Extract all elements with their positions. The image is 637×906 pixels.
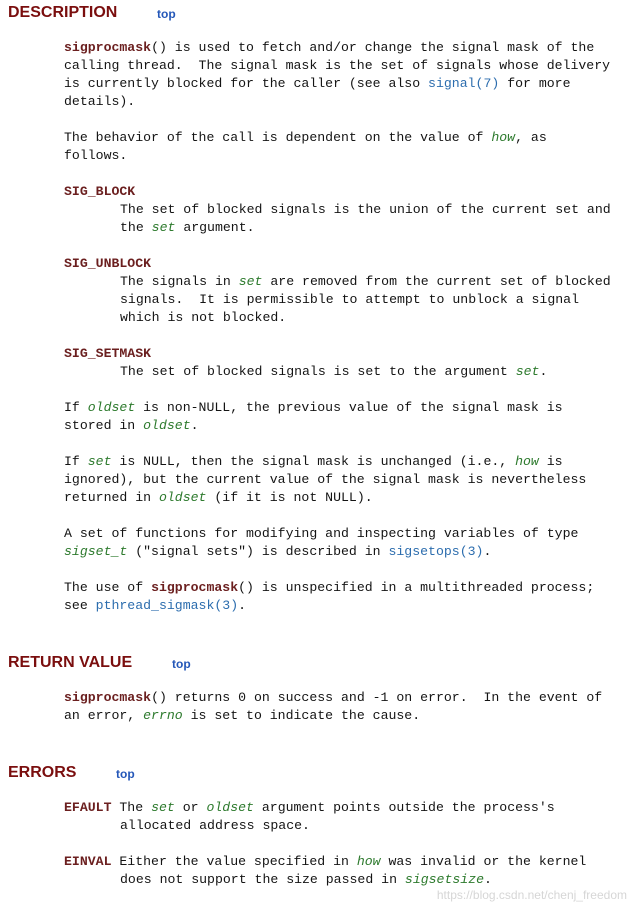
efault-line1 xyxy=(64,799,555,817)
text: (if it is not NULL). xyxy=(206,490,373,505)
term-label: SIG_UNBLOCK xyxy=(64,256,152,271)
desc-p1-line1 xyxy=(64,39,594,57)
arg-oldset: oldset xyxy=(206,800,254,815)
fn-name: sigprocmask xyxy=(64,690,152,705)
desc-p1-line2: calling thread. The signal mask is the set of signals whose delivery xyxy=(64,58,611,73)
arg-oldset: oldset xyxy=(87,400,136,415)
desc-p3-line2 xyxy=(64,417,199,435)
desc-p3-line1 xyxy=(64,399,563,417)
desc-p6-line2 xyxy=(64,597,246,615)
term-label: SIG_SETMASK xyxy=(64,346,152,361)
arg-how: how xyxy=(515,454,539,469)
arg-oldset: oldset xyxy=(143,418,191,433)
error-code-efault: EFAULT xyxy=(64,800,112,815)
text: argument points outside the process's xyxy=(253,800,555,815)
text: see xyxy=(64,598,96,613)
text: () is unspecified in a multithreaded process; xyxy=(238,580,595,595)
arg-set: set xyxy=(151,800,175,815)
text: is NULL, then the signal mask is unchanged (i.e., xyxy=(111,454,516,469)
pthread-sigmask-3-link[interactable]: pthread_sigmask(3) xyxy=(95,598,239,613)
arg-set: set xyxy=(515,364,540,379)
text: stored in xyxy=(64,418,144,433)
text: is set to indicate the cause. xyxy=(182,708,421,723)
text: The set of blocked signals is set to the argument xyxy=(120,364,516,379)
arg-set: set xyxy=(238,274,263,289)
sig-setmask-line1 xyxy=(120,363,547,381)
text: The signals in xyxy=(120,274,239,289)
text: for more xyxy=(499,76,571,91)
text: , as xyxy=(515,130,547,145)
return-line2 xyxy=(64,707,420,725)
desc-p1-line4: details). xyxy=(64,94,136,109)
term-label: SIG_BLOCK xyxy=(64,184,136,199)
sig-unblock-line1 xyxy=(120,273,611,291)
var-errno: errno xyxy=(143,708,183,723)
text: is non-NULL, the previous value of the signal mask is xyxy=(135,400,563,415)
text: an error, xyxy=(64,708,144,723)
error-code-einval: EINVAL xyxy=(64,854,112,869)
text: is xyxy=(538,454,563,469)
sig-block-line2 xyxy=(120,219,255,237)
text: . xyxy=(483,544,492,559)
text: The behavior of the call is dependent on the value of xyxy=(64,130,492,145)
term-sig-unblock xyxy=(64,255,151,273)
sigsetops-3-link[interactable]: sigsetops(3) xyxy=(388,544,484,559)
text: are removed from the current set of blocked xyxy=(262,274,611,289)
desc-p6-line1 xyxy=(64,579,594,597)
desc-p5-line2 xyxy=(64,543,491,561)
text: If xyxy=(64,400,88,415)
return-value-heading: RETURN VALUE xyxy=(8,654,133,671)
arg-how: how xyxy=(491,130,516,145)
desc-p2-line2: follows. xyxy=(64,148,128,163)
text: does not support the size passed in xyxy=(120,872,405,887)
type-sigset-t: sigset_t xyxy=(64,544,128,559)
sig-unblock-line3: which is not blocked. xyxy=(120,310,287,325)
text: () returns 0 on success and -1 on error. In the event of xyxy=(151,690,603,705)
errors-heading: ERRORS xyxy=(8,764,77,781)
arg-sigsetsize: sigsetsize xyxy=(404,872,485,887)
efault-line2: allocated address space. xyxy=(120,818,310,833)
text: . xyxy=(190,418,199,433)
return-line1 xyxy=(64,689,602,707)
text: is currently blocked for the caller (see also xyxy=(64,76,429,91)
desc-p5-line1: A set of functions for modifying and inspecting variables of type xyxy=(64,526,579,541)
signal-7-link[interactable]: signal(7) xyxy=(428,76,500,91)
desc-p2-line1 xyxy=(64,129,547,147)
fn-name: sigprocmask xyxy=(64,40,152,55)
sig-block-line1: The set of blocked signals is the union of the current set and xyxy=(120,202,611,217)
text: or xyxy=(174,800,207,815)
text: . xyxy=(484,872,492,887)
description-heading: DESCRIPTION xyxy=(8,4,118,21)
fn-name: sigprocmask xyxy=(151,580,239,595)
desc-p4-line2: ignored), but the current value of the signal mask is nevertheless xyxy=(64,472,587,487)
einval-line2 xyxy=(120,871,492,889)
desc-p1-line3 xyxy=(64,75,571,93)
einval-line1 xyxy=(64,853,586,871)
text: the xyxy=(120,220,152,235)
description-top-link[interactable]: top xyxy=(157,7,176,21)
text: was invalid or the kernel xyxy=(380,854,587,869)
text: () is used to fetch and/or change the signal mask of the xyxy=(151,40,595,55)
return-value-top-link[interactable]: top xyxy=(172,657,191,671)
text: . xyxy=(539,364,548,379)
errors-top-link[interactable]: top xyxy=(116,767,135,781)
term-sig-block xyxy=(64,183,135,201)
text: If xyxy=(64,454,88,469)
text: returned in xyxy=(64,490,159,505)
arg-how: how xyxy=(356,854,381,869)
text: argument. xyxy=(175,220,255,235)
text: . xyxy=(238,598,247,613)
text: ("signal sets") is described in xyxy=(127,544,389,559)
arg-oldset: oldset xyxy=(158,490,207,505)
desc-p4-line3 xyxy=(64,489,373,507)
arg-set: set xyxy=(151,220,176,235)
desc-p4-line1 xyxy=(64,453,563,471)
text: Either the value specified in xyxy=(111,854,357,869)
term-sig-setmask xyxy=(64,345,151,363)
watermark: https://blog.csdn.net/chenj_freedom xyxy=(436,888,627,902)
arg-set: set xyxy=(87,454,112,469)
text: The use of xyxy=(64,580,152,595)
sig-unblock-line2: signals. It is permissible to attempt to unblock a signal xyxy=(120,292,579,307)
text: The xyxy=(111,800,152,815)
